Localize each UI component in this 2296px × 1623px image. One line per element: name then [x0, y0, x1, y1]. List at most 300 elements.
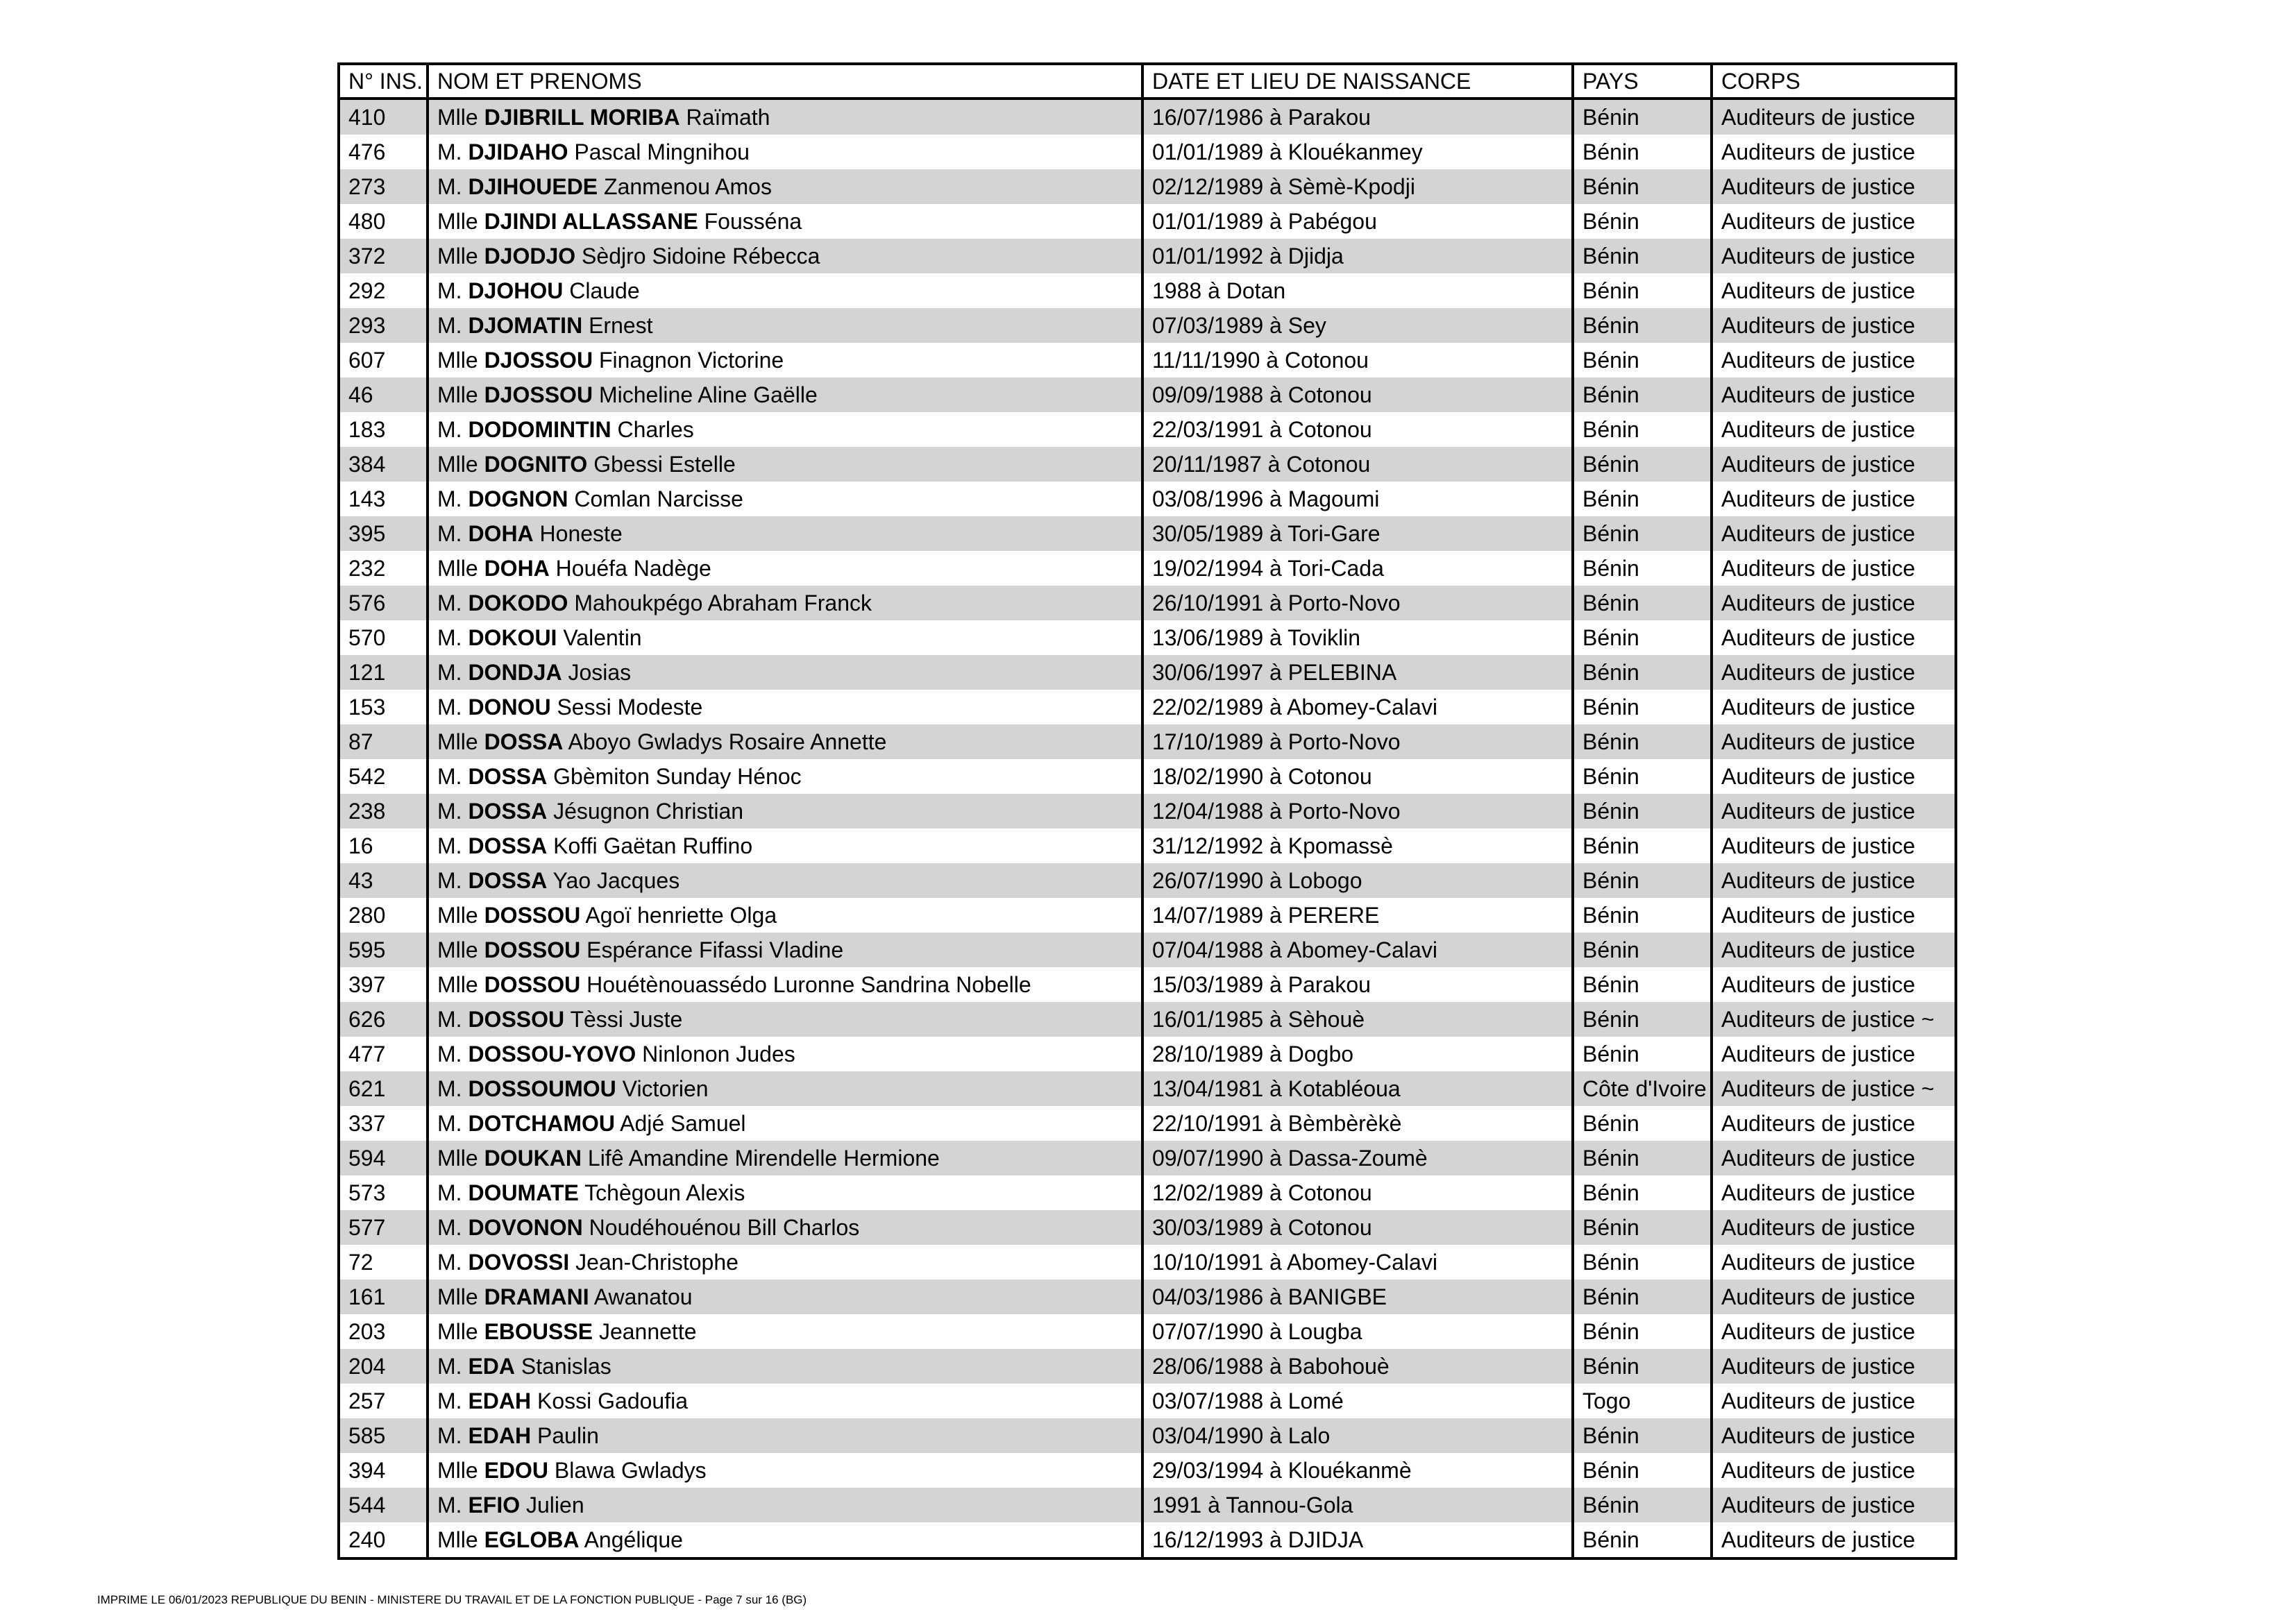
- cell-name: [428, 99, 1142, 135]
- cell-name: [428, 655, 1142, 690]
- cell-country: Bénin: [1573, 516, 1712, 551]
- cell-num: 72: [339, 1245, 428, 1280]
- cell-num: 594: [339, 1141, 428, 1175]
- civility: M.: [437, 521, 462, 546]
- given-names: Angélique: [584, 1527, 683, 1552]
- surname: EFIO: [468, 1493, 521, 1518]
- table-row: [339, 829, 1956, 863]
- cell-country: Bénin: [1573, 933, 1712, 967]
- cell-birth: 28/10/1989 à Dogbo: [1142, 1037, 1573, 1071]
- cell-corps: Auditeurs de justice: [1712, 273, 1956, 308]
- given-names: Sessi Modeste: [557, 695, 703, 720]
- cell-country: Bénin: [1573, 1245, 1712, 1280]
- civility: M.: [437, 1388, 462, 1413]
- cell-birth: 29/03/1994 à Klouékanmè: [1142, 1453, 1573, 1488]
- cell-birth: 01/01/1989 à Pabégou: [1142, 204, 1573, 239]
- table-row: [339, 169, 1956, 204]
- cell-birth: 22/10/1991 à Bèmbèrèkè: [1142, 1106, 1573, 1141]
- cell-corps: Auditeurs de justice: [1712, 1453, 1956, 1488]
- cell-num: 595: [339, 933, 428, 967]
- cell-corps: Auditeurs de justice: [1712, 724, 1956, 759]
- surname: DOSSA: [468, 868, 548, 893]
- surname: DJIBRILL MORIBA: [484, 105, 680, 130]
- surname: DJIDAHO: [468, 139, 568, 164]
- cell-country: Bénin: [1573, 1106, 1712, 1141]
- cell-country: Bénin: [1573, 1141, 1712, 1175]
- civility: M.: [437, 174, 462, 199]
- cell-corps: Auditeurs de justice: [1712, 377, 1956, 412]
- surname: DOSSOU: [484, 937, 581, 962]
- cell-num: 121: [339, 655, 428, 690]
- cell-num: 544: [339, 1488, 428, 1522]
- cell-num: 621: [339, 1071, 428, 1106]
- table-row: [339, 482, 1956, 516]
- surname: DOSSA: [468, 764, 548, 789]
- cell-country: Bénin: [1573, 1210, 1712, 1245]
- cell-country: Bénin: [1573, 377, 1712, 412]
- cell-num: 292: [339, 273, 428, 308]
- table-row: [339, 99, 1956, 135]
- cell-birth: 22/03/1991 à Cotonou: [1142, 412, 1573, 447]
- civility: M.: [437, 590, 462, 615]
- given-names: Houétènouassédo Luronne Sandrina Nobelle: [586, 972, 1031, 997]
- cell-corps: Auditeurs de justice: [1712, 308, 1956, 343]
- cell-country: Bénin: [1573, 967, 1712, 1002]
- cell-num: 626: [339, 1002, 428, 1037]
- table-row: [339, 1522, 1956, 1558]
- given-names: Sèdjro Sidoine Rébecca: [582, 244, 820, 269]
- cell-name: [428, 933, 1142, 967]
- surname: DODOMINTIN: [468, 417, 611, 442]
- cell-name: [428, 1280, 1142, 1314]
- given-names: Blawa Gwladys: [554, 1458, 707, 1483]
- cell-birth: 01/01/1989 à Klouékanmey: [1142, 135, 1573, 169]
- cell-country: Bénin: [1573, 1488, 1712, 1522]
- cell-birth: 16/07/1986 à Parakou: [1142, 99, 1573, 135]
- cell-name: [428, 1210, 1142, 1245]
- cell-name: [428, 1384, 1142, 1418]
- cell-num: 573: [339, 1175, 428, 1210]
- cell-corps: Auditeurs de justice: [1712, 169, 1956, 204]
- table-row: [339, 967, 1956, 1002]
- cell-corps: Auditeurs de justice: [1712, 690, 1956, 724]
- cell-corps: Auditeurs de justice: [1712, 447, 1956, 482]
- cell-name: [428, 829, 1142, 863]
- col-header-birth: DATE ET LIEU DE NAISSANCE: [1142, 64, 1573, 99]
- cell-name: [428, 898, 1142, 933]
- cell-name: [428, 1522, 1142, 1558]
- cell-country: Bénin: [1573, 655, 1712, 690]
- cell-corps: Auditeurs de justice: [1712, 135, 1956, 169]
- given-names: Valentin: [563, 625, 642, 650]
- cell-name: [428, 135, 1142, 169]
- surname: DOKODO: [468, 590, 568, 615]
- surname: DOSSOU: [468, 1007, 565, 1032]
- candidates-table: [337, 62, 1957, 1560]
- cell-birth: 03/07/1988 à Lomé: [1142, 1384, 1573, 1418]
- cell-name: [428, 1002, 1142, 1037]
- given-names: Honeste: [539, 521, 623, 546]
- table-row: [339, 1280, 1956, 1314]
- cell-birth: 11/11/1990 à Cotonou: [1142, 343, 1573, 377]
- cell-birth: 17/10/1989 à Porto-Novo: [1142, 724, 1573, 759]
- civility: Mlle: [437, 1527, 478, 1552]
- cell-name: [428, 551, 1142, 586]
- civility: Mlle: [437, 382, 478, 407]
- cell-country: Bénin: [1573, 898, 1712, 933]
- cell-corps: Auditeurs de justice ~: [1712, 1002, 1956, 1037]
- civility: M.: [437, 1076, 462, 1101]
- cell-corps: Auditeurs de justice: [1712, 1175, 1956, 1210]
- cell-corps: Auditeurs de justice: [1712, 204, 1956, 239]
- cell-name: [428, 273, 1142, 308]
- table-row: [339, 759, 1956, 794]
- table-row: [339, 863, 1956, 898]
- cell-birth: 30/03/1989 à Cotonou: [1142, 1210, 1573, 1245]
- surname: DOVONON: [468, 1215, 583, 1240]
- given-names: Pascal Mingnihou: [574, 139, 750, 164]
- cell-corps: Auditeurs de justice: [1712, 967, 1956, 1002]
- surname: DOGNON: [468, 486, 568, 511]
- civility: Mlle: [437, 729, 478, 754]
- cell-corps: Auditeurs de justice: [1712, 794, 1956, 829]
- candidate-list: [337, 62, 1955, 1560]
- cell-name: [428, 863, 1142, 898]
- given-names: Jean-Christophe: [575, 1250, 738, 1275]
- cell-birth: 12/02/1989 à Cotonou: [1142, 1175, 1573, 1210]
- civility: M.: [437, 1423, 462, 1448]
- civility: Mlle: [437, 1146, 478, 1171]
- cell-num: 337: [339, 1106, 428, 1141]
- cell-num: 542: [339, 759, 428, 794]
- surname: DOVOSSI: [468, 1250, 570, 1275]
- cell-num: 577: [339, 1210, 428, 1245]
- given-names: Yao Jacques: [552, 868, 680, 893]
- table-row: [339, 1384, 1956, 1418]
- given-names: Micheline Aline Gaëlle: [598, 382, 818, 407]
- given-names: Ernest: [589, 313, 653, 338]
- cell-corps: Auditeurs de justice: [1712, 620, 1956, 655]
- cell-corps: Auditeurs de justice: [1712, 1245, 1956, 1280]
- cell-country: Bénin: [1573, 1522, 1712, 1558]
- civility: M.: [437, 764, 462, 789]
- table-row: [339, 1453, 1956, 1488]
- header-row: [339, 64, 1956, 99]
- surname: EDA: [468, 1354, 515, 1379]
- cell-corps: Auditeurs de justice: [1712, 1418, 1956, 1453]
- civility: M.: [437, 1215, 462, 1240]
- surname: DJOMATIN: [468, 313, 583, 338]
- cell-corps: Auditeurs de justice: [1712, 551, 1956, 586]
- surname: DOSSOU-YOVO: [468, 1042, 636, 1067]
- cell-num: 372: [339, 239, 428, 273]
- cell-country: Bénin: [1573, 135, 1712, 169]
- cell-birth: 20/11/1987 à Cotonou: [1142, 447, 1573, 482]
- given-names: Agoï henriette Olga: [585, 903, 777, 928]
- civility: M.: [437, 1007, 462, 1032]
- given-names: Josias: [568, 660, 632, 685]
- cell-num: 397: [339, 967, 428, 1002]
- cell-country: Bénin: [1573, 1453, 1712, 1488]
- cell-corps: Auditeurs de justice: [1712, 1314, 1956, 1349]
- surname: DJOHOU: [468, 278, 564, 303]
- cell-num: 570: [339, 620, 428, 655]
- cell-birth: 31/12/1992 à Kpomassè: [1142, 829, 1573, 863]
- table-row: [339, 1037, 1956, 1071]
- civility: M.: [437, 833, 462, 858]
- cell-corps: Auditeurs de justice: [1712, 1280, 1956, 1314]
- cell-country: Bénin: [1573, 863, 1712, 898]
- cell-name: [428, 1488, 1142, 1522]
- cell-country: Bénin: [1573, 1037, 1712, 1071]
- cell-birth: 07/07/1990 à Lougba: [1142, 1314, 1573, 1349]
- cell-num: 87: [339, 724, 428, 759]
- cell-num: 257: [339, 1384, 428, 1418]
- cell-birth: 14/07/1989 à PERERE: [1142, 898, 1573, 933]
- cell-country: Bénin: [1573, 1280, 1712, 1314]
- cell-num: 293: [339, 308, 428, 343]
- cell-country: Bénin: [1573, 1314, 1712, 1349]
- surname: DOSSA: [484, 729, 564, 754]
- table-row: [339, 898, 1956, 933]
- table-header: [339, 64, 1956, 99]
- given-names: Victorien: [622, 1076, 709, 1101]
- civility: M.: [437, 1042, 462, 1067]
- cell-name: [428, 308, 1142, 343]
- cell-birth: 19/02/1994 à Tori-Cada: [1142, 551, 1573, 586]
- surname: DOHA: [468, 521, 534, 546]
- cell-name: [428, 1037, 1142, 1071]
- cell-birth: 15/03/1989 à Parakou: [1142, 967, 1573, 1002]
- cell-country: Bénin: [1573, 343, 1712, 377]
- cell-corps: Auditeurs de justice: [1712, 516, 1956, 551]
- cell-birth: 26/07/1990 à Lobogo: [1142, 863, 1573, 898]
- cell-num: 476: [339, 135, 428, 169]
- cell-corps: Auditeurs de justice: [1712, 1106, 1956, 1141]
- surname: DONOU: [468, 695, 551, 720]
- cell-country: Côte d'Ivoire: [1573, 1071, 1712, 1106]
- table-row: [339, 690, 1956, 724]
- civility: Mlle: [437, 209, 478, 234]
- cell-corps: Auditeurs de justice: [1712, 655, 1956, 690]
- table-row: [339, 620, 1956, 655]
- cell-country: Bénin: [1573, 620, 1712, 655]
- given-names: Tchègoun Alexis: [584, 1180, 745, 1205]
- table-row: [339, 343, 1956, 377]
- cell-num: 16: [339, 829, 428, 863]
- cell-name: [428, 1071, 1142, 1106]
- table-row: [339, 135, 1956, 169]
- given-names: Lifê Amandine Mirendelle Hermione: [587, 1146, 940, 1171]
- cell-country: Bénin: [1573, 724, 1712, 759]
- surname: DOGNITO: [484, 452, 588, 477]
- cell-num: 203: [339, 1314, 428, 1349]
- given-names: Zanmenou Amos: [604, 174, 772, 199]
- cell-birth: 09/09/1988 à Cotonou: [1142, 377, 1573, 412]
- surname: EBOUSSE: [484, 1319, 593, 1344]
- given-names: Jeannette: [598, 1319, 697, 1344]
- cell-country: Bénin: [1573, 308, 1712, 343]
- civility: M.: [437, 1250, 462, 1275]
- civility: Mlle: [437, 556, 478, 581]
- cell-birth: 16/12/1993 à DJIDJA: [1142, 1522, 1573, 1558]
- cell-corps: Auditeurs de justice: [1712, 898, 1956, 933]
- cell-country: Bénin: [1573, 169, 1712, 204]
- given-names: Tèssi Juste: [570, 1007, 683, 1032]
- col-header-country: PAYS: [1573, 64, 1712, 99]
- cell-birth: 13/04/1981 à Kotabléoua: [1142, 1071, 1573, 1106]
- cell-corps: Auditeurs de justice: [1712, 586, 1956, 620]
- col-header-corps: CORPS: [1712, 64, 1956, 99]
- cell-corps: Auditeurs de justice: [1712, 1141, 1956, 1175]
- surname: EDOU: [484, 1458, 549, 1483]
- surname: EDAH: [468, 1423, 532, 1448]
- table-row: [339, 1175, 1956, 1210]
- cell-num: 240: [339, 1522, 428, 1558]
- surname: DJOSSOU: [484, 382, 593, 407]
- surname: DOSSOU: [484, 972, 581, 997]
- cell-corps: Auditeurs de justice: [1712, 412, 1956, 447]
- cell-name: [428, 794, 1142, 829]
- cell-name: [428, 1106, 1142, 1141]
- table-row: [339, 1314, 1956, 1349]
- cell-num: 394: [339, 1453, 428, 1488]
- cell-birth: 09/07/1990 à Dassa-Zoumè: [1142, 1141, 1573, 1175]
- cell-corps: Auditeurs de justice: [1712, 482, 1956, 516]
- cell-country: Bénin: [1573, 794, 1712, 829]
- table-row: [339, 1488, 1956, 1522]
- cell-country: Bénin: [1573, 1418, 1712, 1453]
- table-row: [339, 1418, 1956, 1453]
- given-names: Paulin: [537, 1423, 599, 1448]
- table-row: [339, 1071, 1956, 1106]
- table-row: [339, 273, 1956, 308]
- cell-num: 607: [339, 343, 428, 377]
- given-names: Finagnon Victorine: [598, 348, 784, 373]
- civility: Mlle: [437, 1284, 478, 1309]
- civility: M.: [437, 625, 462, 650]
- cell-name: [428, 1453, 1142, 1488]
- cell-num: 395: [339, 516, 428, 551]
- cell-num: 204: [339, 1349, 428, 1384]
- given-names: Espérance Fifassi Vladine: [586, 937, 844, 962]
- cell-country: Bénin: [1573, 204, 1712, 239]
- given-names: Mahoukpégo Abraham Franck: [574, 590, 872, 615]
- surname: DOUKAN: [484, 1146, 582, 1171]
- cell-name: [428, 516, 1142, 551]
- civility: M.: [437, 313, 462, 338]
- cell-name: [428, 620, 1142, 655]
- cell-country: Bénin: [1573, 1175, 1712, 1210]
- cell-corps: Auditeurs de justice: [1712, 1349, 1956, 1384]
- cell-name: [428, 1175, 1142, 1210]
- cell-num: 232: [339, 551, 428, 586]
- cell-num: 46: [339, 377, 428, 412]
- given-names: Julien: [526, 1493, 584, 1518]
- surname: DOSSA: [468, 799, 548, 824]
- cell-birth: 30/06/1997 à PELEBINA: [1142, 655, 1573, 690]
- cell-num: 576: [339, 586, 428, 620]
- cell-name: [428, 586, 1142, 620]
- civility: M.: [437, 660, 462, 685]
- cell-birth: 03/04/1990 à Lalo: [1142, 1418, 1573, 1453]
- cell-country: Bénin: [1573, 690, 1712, 724]
- civility: M.: [437, 868, 462, 893]
- cell-name: [428, 759, 1142, 794]
- table-body: [339, 99, 1956, 1558]
- col-header-name: NOM ET PRENOMS: [428, 64, 1142, 99]
- table-row: [339, 933, 1956, 967]
- surname: DOTCHAMOU: [468, 1111, 615, 1136]
- cell-corps: Auditeurs de justice: [1712, 239, 1956, 273]
- cell-num: 183: [339, 412, 428, 447]
- cell-birth: 02/12/1989 à Sèmè-Kpodji: [1142, 169, 1573, 204]
- surname: DJIHOUEDE: [468, 174, 598, 199]
- surname: DOSSA: [468, 833, 548, 858]
- surname: DOSSOU: [484, 903, 581, 928]
- civility: Mlle: [437, 903, 478, 928]
- cell-num: 384: [339, 447, 428, 482]
- cell-num: 585: [339, 1418, 428, 1453]
- cell-birth: 07/04/1988 à Abomey-Calavi: [1142, 933, 1573, 967]
- given-names: Gbessi Estelle: [593, 452, 736, 477]
- cell-num: 477: [339, 1037, 428, 1071]
- table-row: [339, 1245, 1956, 1280]
- given-names: Claude: [569, 278, 640, 303]
- cell-name: [428, 1418, 1142, 1453]
- cell-birth: 04/03/1986 à BANIGBE: [1142, 1280, 1573, 1314]
- table-row: [339, 447, 1956, 482]
- cell-country: Bénin: [1573, 447, 1712, 482]
- given-names: Jésugnon Christian: [553, 799, 744, 824]
- cell-num: 410: [339, 99, 428, 135]
- cell-name: [428, 204, 1142, 239]
- civility: M.: [437, 139, 462, 164]
- cell-corps: Auditeurs de justice: [1712, 933, 1956, 967]
- cell-birth: 22/02/1989 à Abomey-Calavi: [1142, 690, 1573, 724]
- cell-name: [428, 967, 1142, 1002]
- cell-birth: 28/06/1988 à Babohouè: [1142, 1349, 1573, 1384]
- cell-birth: 1988 à Dotan: [1142, 273, 1573, 308]
- civility: Mlle: [437, 972, 478, 997]
- civility: M.: [437, 695, 462, 720]
- given-names: Ninlonon Judes: [642, 1042, 795, 1067]
- cell-country: Bénin: [1573, 1349, 1712, 1384]
- civility: M.: [437, 278, 462, 303]
- cell-name: [428, 690, 1142, 724]
- given-names: Awanatou: [593, 1284, 693, 1309]
- table-row: [339, 1141, 1956, 1175]
- cell-country: Bénin: [1573, 482, 1712, 516]
- cell-name: [428, 724, 1142, 759]
- surname: EDAH: [468, 1388, 532, 1413]
- cell-country: Bénin: [1573, 586, 1712, 620]
- given-names: Comlan Narcisse: [574, 486, 743, 511]
- cell-birth: 30/05/1989 à Tori-Gare: [1142, 516, 1573, 551]
- cell-country: Bénin: [1573, 99, 1712, 135]
- cell-num: 143: [339, 482, 428, 516]
- cell-name: [428, 482, 1142, 516]
- cell-corps: Auditeurs de justice: [1712, 759, 1956, 794]
- surname: DJINDI ALLASSANE: [484, 209, 698, 234]
- cell-country: Bénin: [1573, 829, 1712, 863]
- cell-corps: Auditeurs de justice: [1712, 863, 1956, 898]
- cell-birth: 13/06/1989 à Toviklin: [1142, 620, 1573, 655]
- table-row: [339, 724, 1956, 759]
- table-row: [339, 377, 1956, 412]
- surname: EGLOBA: [484, 1527, 580, 1552]
- cell-birth: 03/08/1996 à Magoumi: [1142, 482, 1573, 516]
